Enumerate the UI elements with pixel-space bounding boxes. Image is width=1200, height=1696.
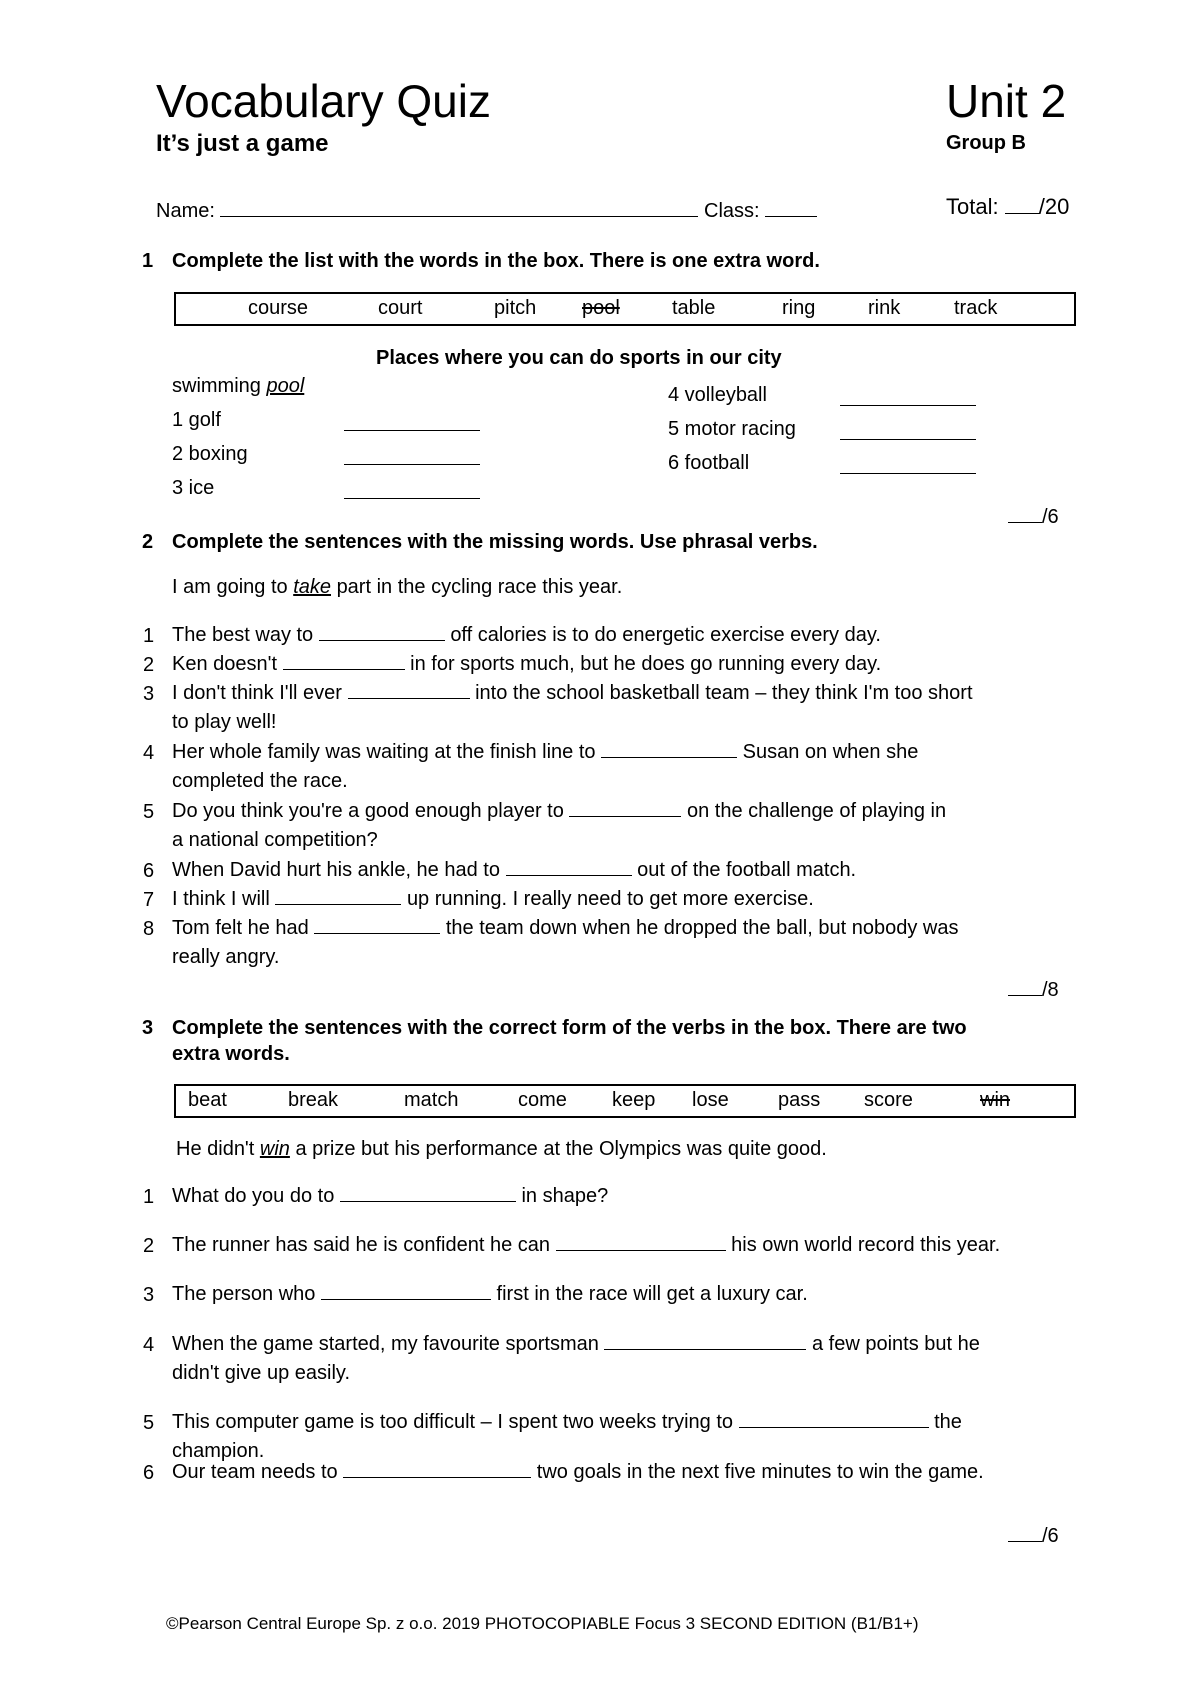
sentence-item <box>172 856 856 885</box>
item-number: 4 <box>143 742 155 764</box>
sentence-item <box>172 1231 1000 1260</box>
answer-blank[interactable] <box>321 1281 491 1300</box>
sentence-continuation: didn't give up easily. <box>172 1362 350 1384</box>
ex1-item-blank[interactable] <box>840 421 976 445</box>
page-subtitle: It’s just a game <box>156 130 329 157</box>
word-box-item: lose <box>692 1089 729 1111</box>
sentence-item <box>172 1330 980 1388</box>
answer-blank[interactable] <box>604 1331 806 1350</box>
word-box-item: match <box>404 1089 459 1111</box>
ex3-score-value: /6 <box>1042 1525 1059 1547</box>
ex3-score-blank[interactable] <box>1008 1523 1042 1542</box>
name-label: Name: <box>156 200 215 222</box>
ex1-score-value: /6 <box>1042 506 1059 528</box>
ex2-example-before: I am going to <box>172 576 288 598</box>
page-title: Vocabulary Quiz <box>156 75 491 127</box>
sentence-before: Do you think you're a good enough player to <box>172 800 564 822</box>
sentence-item <box>172 797 946 855</box>
total-blank[interactable] <box>1005 195 1039 214</box>
ex1-item-label: 1 golf <box>172 409 221 431</box>
ex3-example-after: a prize but his performance at the Olympics was quite good. <box>295 1138 827 1160</box>
sentence-item <box>172 1182 608 1211</box>
sentence-item <box>172 1458 984 1487</box>
word-box-item: break <box>288 1089 339 1111</box>
ex2-example-answer: take <box>293 576 331 598</box>
ex2-score <box>1008 977 1059 1002</box>
ex3-number: 3 <box>142 1017 154 1039</box>
sentence-before: When the game started, my favourite sportsman <box>172 1333 599 1355</box>
word-box-item: keep <box>612 1089 656 1111</box>
total-value: /20 <box>1038 194 1070 219</box>
ex1-example-answer: pool <box>266 375 305 397</box>
sentence-after: on the challenge of playing in <box>687 800 947 822</box>
ex1-word-box <box>174 292 1076 326</box>
ex2-number: 2 <box>142 531 154 553</box>
word-box-item: pitch <box>494 297 537 319</box>
ex1-item-label: 2 boxing <box>172 443 248 465</box>
sentence-before: Tom felt he had <box>172 917 309 939</box>
name-field[interactable] <box>156 198 698 223</box>
class-field[interactable] <box>704 198 817 223</box>
word-box-item: track <box>954 297 998 319</box>
sentence-after: in shape? <box>521 1185 609 1207</box>
total-label: Total: <box>946 194 999 219</box>
item-number: 6 <box>143 1462 155 1484</box>
ex1-list-title: Places where you can do sports in our city <box>376 347 782 369</box>
answer-blank[interactable] <box>314 915 440 934</box>
word-box-item: score <box>864 1089 913 1111</box>
sentence-before: Ken doesn't <box>172 653 278 675</box>
ex1-score-blank[interactable] <box>1008 504 1042 523</box>
answer-blank[interactable] <box>601 739 737 758</box>
sentence-continuation: champion. <box>172 1440 265 1462</box>
sentence-item <box>172 621 881 650</box>
class-blank[interactable] <box>765 198 817 217</box>
sentence-after: off calories is to do energetic exercise every day. <box>450 624 881 646</box>
item-number: 8 <box>143 918 155 940</box>
sentence-before: The person who <box>172 1283 316 1305</box>
sentence-after: the team down when he dropped the ball, but nobody was <box>445 917 959 939</box>
ex3-example-before: He didn't <box>176 1138 255 1160</box>
ex1-item-blank[interactable] <box>344 412 480 436</box>
ex1-item-label: 3 ice <box>172 477 215 499</box>
word-box-item: ring <box>782 297 816 319</box>
item-number: 3 <box>143 1284 155 1306</box>
ex1-score <box>1008 504 1059 529</box>
ex1-example <box>172 375 304 398</box>
answer-blank[interactable] <box>569 798 681 817</box>
ex1-example-prefix: swimming <box>172 375 261 397</box>
ex2-score-value: /8 <box>1042 979 1059 1001</box>
word-box-item: pass <box>778 1089 821 1111</box>
word-box-item: table <box>672 297 716 319</box>
sentence-item <box>172 679 973 737</box>
sentence-before: The runner has said he is confident he can <box>172 1234 551 1256</box>
sentence-before: The best way to <box>172 624 314 646</box>
ex3-instruction-line2: extra words. <box>172 1043 290 1065</box>
word-box-item-used: pool <box>582 297 620 319</box>
ex2-score-blank[interactable] <box>1008 977 1042 996</box>
ex2-example <box>172 576 622 599</box>
sentence-continuation: to play well! <box>172 711 277 733</box>
ex1-item-blank[interactable] <box>344 446 480 470</box>
ex2-example-after: part in the cycling race this year. <box>336 576 623 598</box>
ex1-item-label: 5 motor racing <box>668 418 796 440</box>
word-box-item: rink <box>868 297 901 319</box>
sentence-before: This computer game is too difficult – I spent two weeks trying to <box>172 1411 733 1433</box>
sentence-continuation: really angry. <box>172 946 280 968</box>
group-label: Group B <box>946 132 1026 154</box>
ex3-instruction-line1: Complete the sentences with the correct form of the verbs in the box. There are two <box>172 1017 967 1039</box>
word-box-item: court <box>378 297 423 319</box>
sentence-after: up running. I really need to get more exercise. <box>406 888 814 910</box>
sentence-after: first in the race will get a luxury car. <box>496 1283 808 1305</box>
sentence-before: When David hurt his ankle, he had to <box>172 859 500 881</box>
answer-blank[interactable] <box>319 622 445 641</box>
ex1-instruction: Complete the list with the words in the box. There is one extra word. <box>172 250 820 272</box>
sentence-before: What do you do to <box>172 1185 335 1207</box>
sentence-item <box>172 885 814 914</box>
word-box-item: beat <box>188 1089 227 1111</box>
ex3-word-box <box>174 1084 1076 1118</box>
item-number: 7 <box>143 889 155 911</box>
sentence-after: Susan on when she <box>742 741 919 763</box>
answer-blank[interactable] <box>275 886 401 905</box>
ex3-score <box>1008 1523 1059 1548</box>
answer-blank[interactable] <box>343 1459 531 1478</box>
item-number: 6 <box>143 860 155 882</box>
ex3-example <box>176 1138 827 1161</box>
sentence-after: in for sports much, but he does go running every day. <box>410 653 882 675</box>
answer-blank[interactable] <box>506 857 632 876</box>
ex1-number: 1 <box>142 250 154 272</box>
sentence-after: a few points but he <box>811 1333 980 1355</box>
item-number: 2 <box>143 654 155 676</box>
sentence-after: into the school basketball team – they think I'm too short <box>475 682 973 704</box>
ex1-item-blank[interactable] <box>840 387 976 411</box>
word-box-item: course <box>248 297 309 319</box>
sentence-before: Our team needs to <box>172 1461 338 1483</box>
ex1-item-blank[interactable] <box>344 480 480 504</box>
name-blank[interactable] <box>220 198 698 217</box>
item-number: 2 <box>143 1235 155 1257</box>
sentence-item <box>172 650 881 679</box>
ex1-item-label: 6 football <box>668 452 750 474</box>
sentence-item <box>172 1280 808 1309</box>
ex2-instruction: Complete the sentences with the missing words. Use phrasal verbs. <box>172 531 818 553</box>
sentence-item <box>172 914 958 972</box>
answer-blank[interactable] <box>348 680 470 699</box>
answer-blank[interactable] <box>340 1183 516 1202</box>
sentence-before: Her whole family was waiting at the finish line to <box>172 741 596 763</box>
item-number: 1 <box>143 1186 155 1208</box>
word-box-item: come <box>518 1089 567 1111</box>
footer-copyright: ©Pearson Central Europe Sp. z o.o. 2019 PHOTOCOPIABLE Focus 3 SECOND EDITION (B1/B1+) <box>166 1614 919 1633</box>
sentence-before: I think I will <box>172 888 270 910</box>
sentence-continuation: completed the race. <box>172 770 348 792</box>
sentence-after: two goals in the next five minutes to win the game. <box>536 1461 984 1483</box>
sentence-after: the <box>934 1411 962 1433</box>
total-field <box>946 194 1069 220</box>
answer-blank[interactable] <box>556 1232 726 1251</box>
ex3-example-answer: win <box>259 1138 290 1160</box>
sentence-after: his own world record this year. <box>731 1234 1001 1256</box>
item-number: 1 <box>143 625 155 647</box>
ex1-item-label: 4 volleyball <box>668 384 767 406</box>
sentence-continuation: a national competition? <box>172 829 378 851</box>
item-number: 3 <box>143 683 155 705</box>
item-number: 5 <box>143 801 155 823</box>
sentence-after: out of the football match. <box>637 859 857 881</box>
answer-blank[interactable] <box>283 651 405 670</box>
ex1-item-blank[interactable] <box>840 455 976 479</box>
word-box-item-used: win <box>980 1089 1011 1111</box>
item-number: 5 <box>143 1412 155 1434</box>
sentence-item <box>172 738 918 796</box>
item-number: 4 <box>143 1334 155 1356</box>
answer-blank[interactable] <box>739 1409 929 1428</box>
unit-label: Unit 2 <box>946 75 1067 127</box>
class-label: Class: <box>704 200 760 222</box>
sentence-before: I don't think I'll ever <box>172 682 342 704</box>
